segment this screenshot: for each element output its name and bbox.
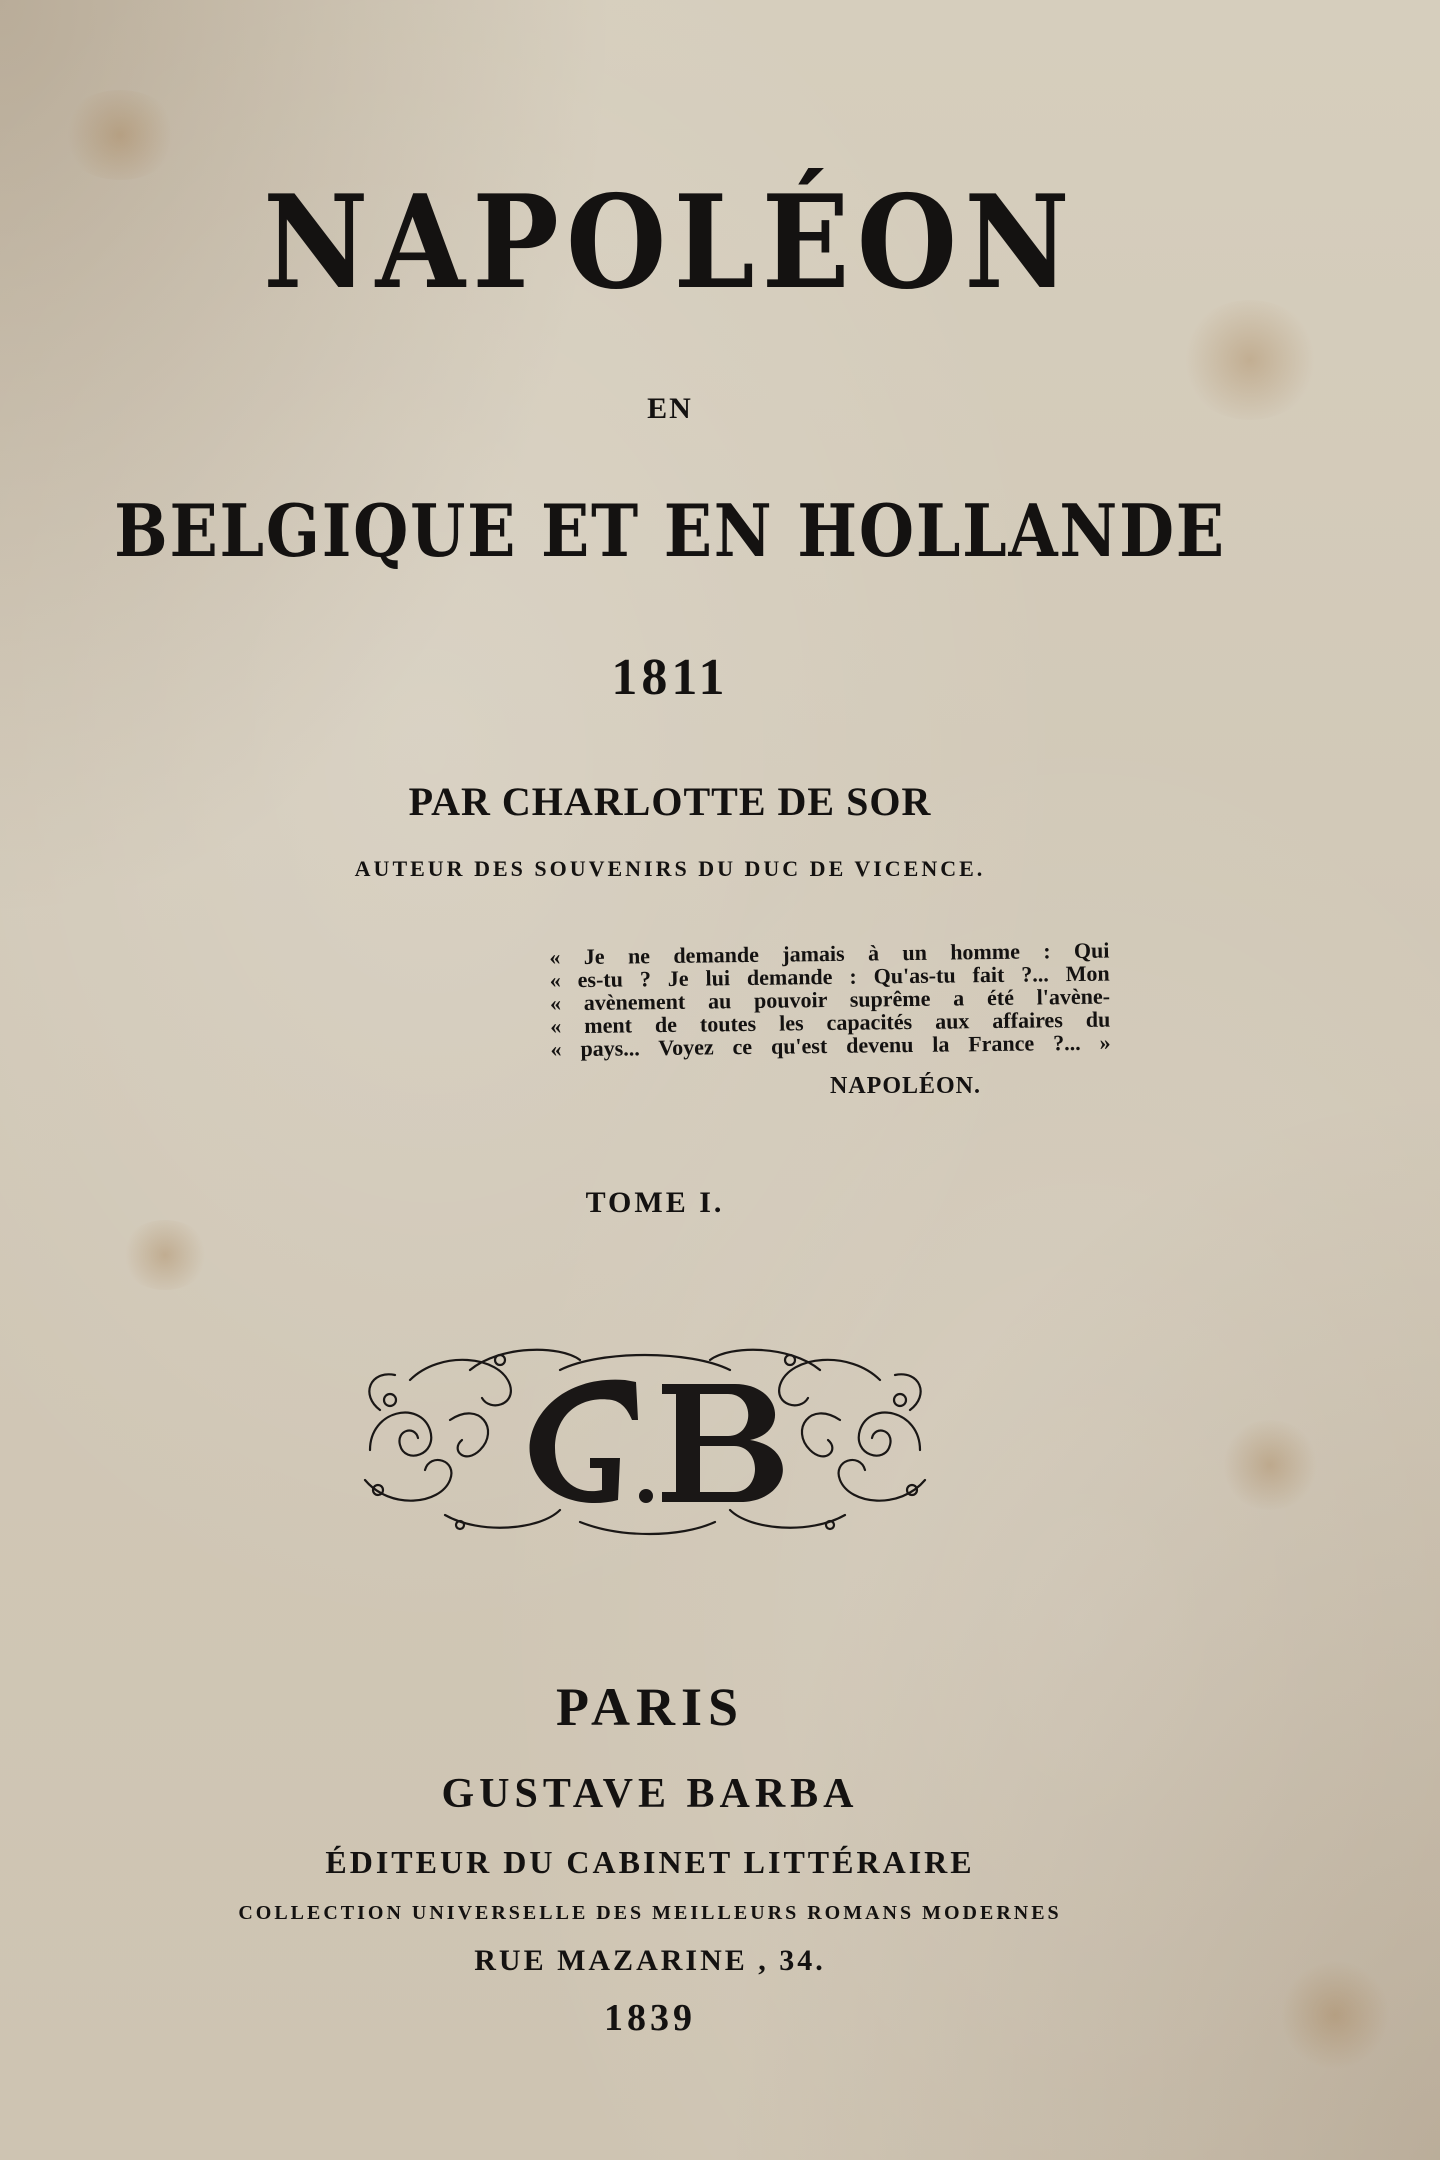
foxing-stain <box>1220 1420 1320 1510</box>
publisher-monogram-icon <box>350 1340 940 1540</box>
collection-line: COLLECTION UNIVERSELLE DES MEILLEURS ROMANS MODERNES <box>238 1902 1062 1924</box>
epigraph-line: « ment de toutes les capacités aux affaires du <box>550 1006 1111 1039</box>
publisher-name: GUSTAVE BARBA <box>441 1771 859 1817</box>
author-line: PAR CHARLOTTE DE SOR <box>408 779 932 824</box>
foxing-stain <box>120 1220 210 1290</box>
epigraph-line: « es-tu ? Je lui demande : Qu'as-tu fait ?... Mon <box>549 960 1110 993</box>
epigraph-attribution: NAPOLÉON. <box>830 1073 982 1099</box>
foxing-stain <box>60 90 180 180</box>
subject-year: 1811 <box>611 649 729 706</box>
author-note: AUTEUR DES SOUVENIRS DU DUC DE VICENCE. <box>354 856 986 881</box>
epigraph <box>549 939 1110 1061</box>
volume-label: TOME I. <box>585 1186 725 1219</box>
epigraph-line: « pays... Voyez ce qu'est devenu la France ?... » <box>550 1029 1111 1062</box>
publisher-title: ÉDITEUR DU CABINET LITTÉRAIRE <box>325 1844 975 1880</box>
book-title: NAPOLÉON <box>263 168 1077 318</box>
book-subtitle: BELGIQUE ET EN HOLLANDE <box>114 488 1226 573</box>
title-connector: EN <box>647 392 693 425</box>
publication-year: 1839 <box>604 1997 696 2039</box>
publisher-address: RUE MAZARINE , 34. <box>474 1944 826 1977</box>
epigraph-line: « Je ne demande jamais à un homme : Qui <box>549 937 1110 970</box>
imprint-city: PARIS <box>555 1677 745 1737</box>
epigraph-line: « avènement au pouvoir suprême a été l'avène- <box>549 983 1111 1016</box>
